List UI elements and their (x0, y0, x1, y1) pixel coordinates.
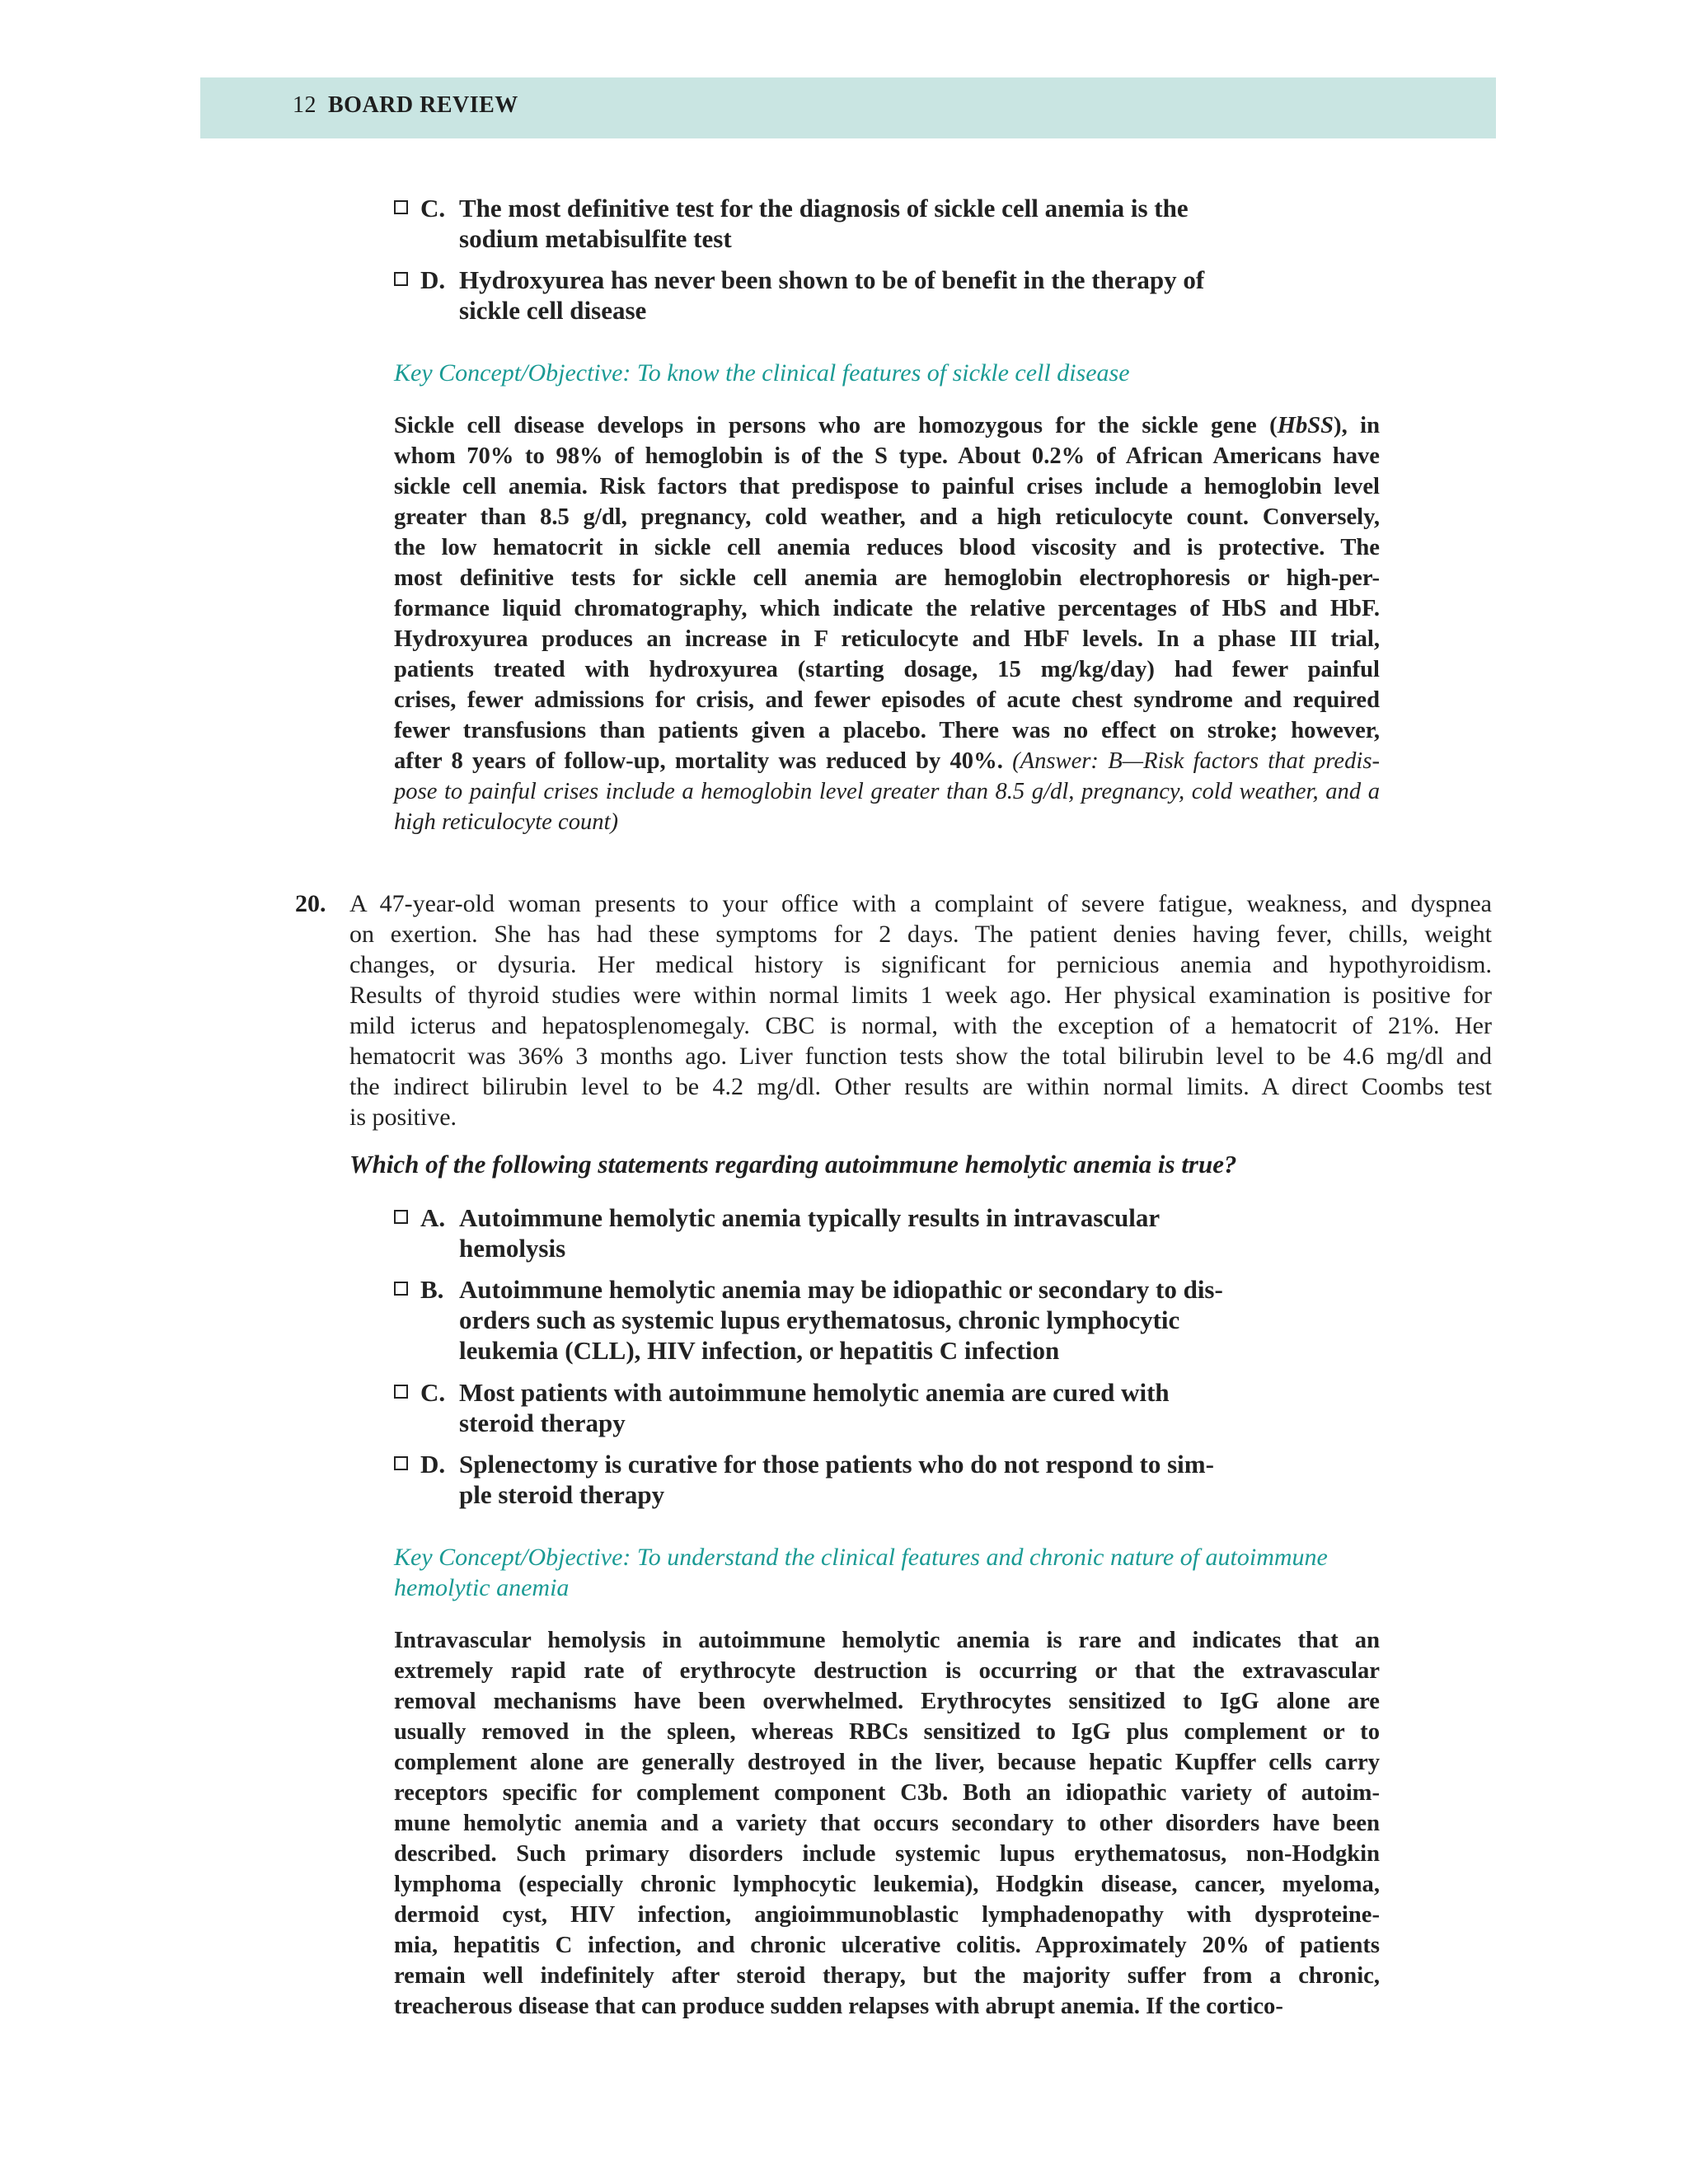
expl-line: usually removed in the spleen, whereas RBCs sensitized to IgG plus complement or to (394, 1719, 1380, 1745)
stem-line: is positive. (349, 1104, 457, 1131)
expl-line: sickle cell anemia. Risk factors that predispose to painful crises include a hemoglobin level (394, 474, 1380, 499)
option-line: Splenectomy is curative for those patients who do not respond to sim- (459, 1450, 1214, 1479)
expl-line: treacherous disease that can produce sudden relapses with abrupt anemia. If the cortico- (394, 1994, 1283, 2019)
option-letter: A. (420, 1203, 446, 1232)
expl-line: crises, fewer admissions for crisis, and fewer episodes of acute chest syndrome and required (394, 687, 1380, 713)
stem-line: changes, or dysuria. Her medical history is significant for pernicious anemia and hypothyroidism. (349, 951, 1492, 978)
expl-line: Intravascular hemolysis in autoimmune hemolytic anemia is rare and indicates that an (394, 1628, 1380, 1653)
option-line: sodium metabisulfite test (459, 224, 732, 253)
expl-line: complement alone are generally destroyed in the liver, because hepatic Kupffer cells carry (394, 1750, 1380, 1775)
expl-line: mia, hepatitis C infection, and chronic ulcerative colitis. Approximately 20% of patients (394, 1933, 1380, 1958)
expl-line: most definitive tests for sickle cell anemia are hemoglobin electrophoresis or high-per- (394, 565, 1380, 591)
checkbox-icon[interactable] (394, 272, 408, 286)
q19-key-concept: Key Concept/Objective: To know the clinical features of sickle cell disease (394, 359, 1130, 387)
expl-line: whom 70% to 98% of hemoglobin is of the S type. About 0.2% of African Americans have (394, 443, 1380, 469)
question-number: 20. (295, 890, 326, 917)
option-line: orders such as systemic lupus erythematosus, chronic lymphocytic (459, 1305, 1180, 1334)
option-line: Autoimmune hemolytic anemia typically results in intravascular (459, 1203, 1160, 1232)
q20-key-concept (394, 1542, 1383, 1603)
expl-line: the low hematocrit in sickle cell anemia reduces blood viscosity and is protective. The (394, 535, 1380, 560)
expl-line: dermoid cyst, HIV infection, angioimmunoblastic lymphadenopathy with dysproteine- (394, 1902, 1380, 1928)
option-line: Autoimmune hemolytic anemia may be idiopathic or secondary to dis- (459, 1275, 1223, 1304)
checkbox-icon[interactable] (394, 1385, 408, 1399)
option-line: hemolysis (459, 1234, 566, 1263)
q20-explanation (394, 1625, 1380, 2022)
answer-line: high reticulocyte count) (394, 809, 619, 835)
expl-line: formance liquid chromatography, which indicate the relative percentages of HbS and HbF. (394, 596, 1380, 621)
stem-line: hematocrit was 36% 3 months ago. Liver function tests show the total bilirubin level to be 4.6 mg/dl and (349, 1043, 1492, 1070)
checkbox-icon[interactable] (394, 1210, 408, 1224)
option-letter: B. (420, 1275, 444, 1304)
key-concept-line: Key Concept/Objective: To understand the clinical features and chronic nature of autoimmune (394, 1544, 1328, 1571)
key-concept-line: hemolytic anemia (394, 1574, 570, 1601)
option-line: sickle cell disease (459, 296, 647, 325)
expl-line: receptors specific for complement component C3b. Both an idiopathic variety of autoim- (394, 1780, 1380, 1806)
header-title: BOARD REVIEW (328, 92, 518, 118)
option-line: Hydroxyurea has never been shown to be of benefit in the therapy of (459, 265, 1205, 294)
checkbox-icon[interactable] (394, 200, 408, 214)
stem-line: A 47-year-old woman presents to your office with a complaint of severe fatigue, weakness, and dyspnea (349, 890, 1492, 917)
expl-line: extremely rapid rate of erythrocyte destruction is occurring or that the extravascular (394, 1658, 1380, 1684)
q20-option-d (394, 1449, 1386, 1510)
q19-option-c (394, 193, 1386, 254)
q19-explanation (394, 410, 1380, 837)
checkbox-icon[interactable] (394, 1456, 408, 1470)
expl-line: remain well indefinitely after steroid therapy, but the majority suffer from a chronic, (394, 1963, 1380, 1989)
question-stem (349, 888, 1492, 1132)
expl-line: mune hemolytic anemia and a variety that occurs secondary to other disorders have been (394, 1811, 1380, 1836)
expl-line: greater than 8.5 g/dl, pregnancy, cold weather, and a high reticulocyte count. Conversely, (394, 504, 1380, 530)
expl-line: fewer transfusions than patients given a placebo. There was no effect on stroke; however, (394, 718, 1380, 743)
option-line: Most patients with autoimmune hemolytic anemia are cured with (459, 1378, 1170, 1407)
page-number: 12 (293, 92, 316, 118)
expl-line: lymphoma (especially chronic lymphocytic leukemia), Hodgkin disease, cancer, myeloma, (394, 1872, 1380, 1897)
option-letter: C. (420, 194, 446, 223)
expl-line: Hydroxyurea produces an increase in F reticulocyte and HbF levels. In a phase III trial, (394, 626, 1380, 652)
q19-option-d (394, 265, 1386, 326)
option-letter: C. (420, 1378, 446, 1407)
stem-line: the indirect bilirubin level to be 4.2 mg/dl. Other results are within normal limits. A direct Coombs test (349, 1073, 1492, 1100)
option-line: The most definitive test for the diagnosis of sickle cell anemia is the (459, 194, 1189, 223)
checkbox-icon[interactable] (394, 1282, 408, 1296)
option-letter: D. (420, 265, 446, 294)
running-header (293, 92, 518, 119)
stem-line: Results of thyroid studies were within normal limits 1 week ago. Her physical examination is positive for (349, 982, 1492, 1009)
expl-line: Sickle cell disease develops in persons who are homozygous for the sickle gene (HbSS), in (394, 413, 1381, 438)
q20-option-a (394, 1202, 1386, 1263)
stem-line: mild icterus and hepatosplenomegaly. CBC is normal, with the exception of a hematocrit of 21%. Her (349, 1012, 1492, 1039)
answer-text: (Answer: B—Risk factors that predis- (1012, 748, 1380, 774)
question-prompt: Which of the following statements regarding autoimmune hemolytic anemia is true? (349, 1150, 1237, 1179)
q20-option-c (394, 1377, 1386, 1438)
option-letter: D. (420, 1450, 446, 1479)
expl-line: removal mechanisms have been overwhelmed. Erythrocytes sensitized to IgG alone are (394, 1689, 1380, 1714)
expl-line: described. Such primary disorders include systemic lupus erythematosus, non-Hodgkin (394, 1841, 1380, 1867)
expl-line: after 8 years of follow-up, mortality was reduced by 40%. (Answer: B—Risk factors that predis- (394, 748, 1380, 774)
stem-line: on exertion. She has had these symptoms for 2 days. The patient denies having fever, chills, weight (349, 921, 1492, 948)
option-line: steroid therapy (459, 1408, 626, 1437)
answer-line: pose to painful crises include a hemoglobin level greater than 8.5 g/dl, pregnancy, cold weather, and a (394, 779, 1380, 804)
q20-option-b (394, 1274, 1386, 1366)
expl-line: patients treated with hydroxyurea (starting dosage, 15 mg/kg/day) had fewer painful (394, 657, 1380, 682)
option-line: leukemia (CLL), HIV infection, or hepatitis C infection (459, 1336, 1060, 1365)
option-line: ple steroid therapy (459, 1480, 665, 1509)
